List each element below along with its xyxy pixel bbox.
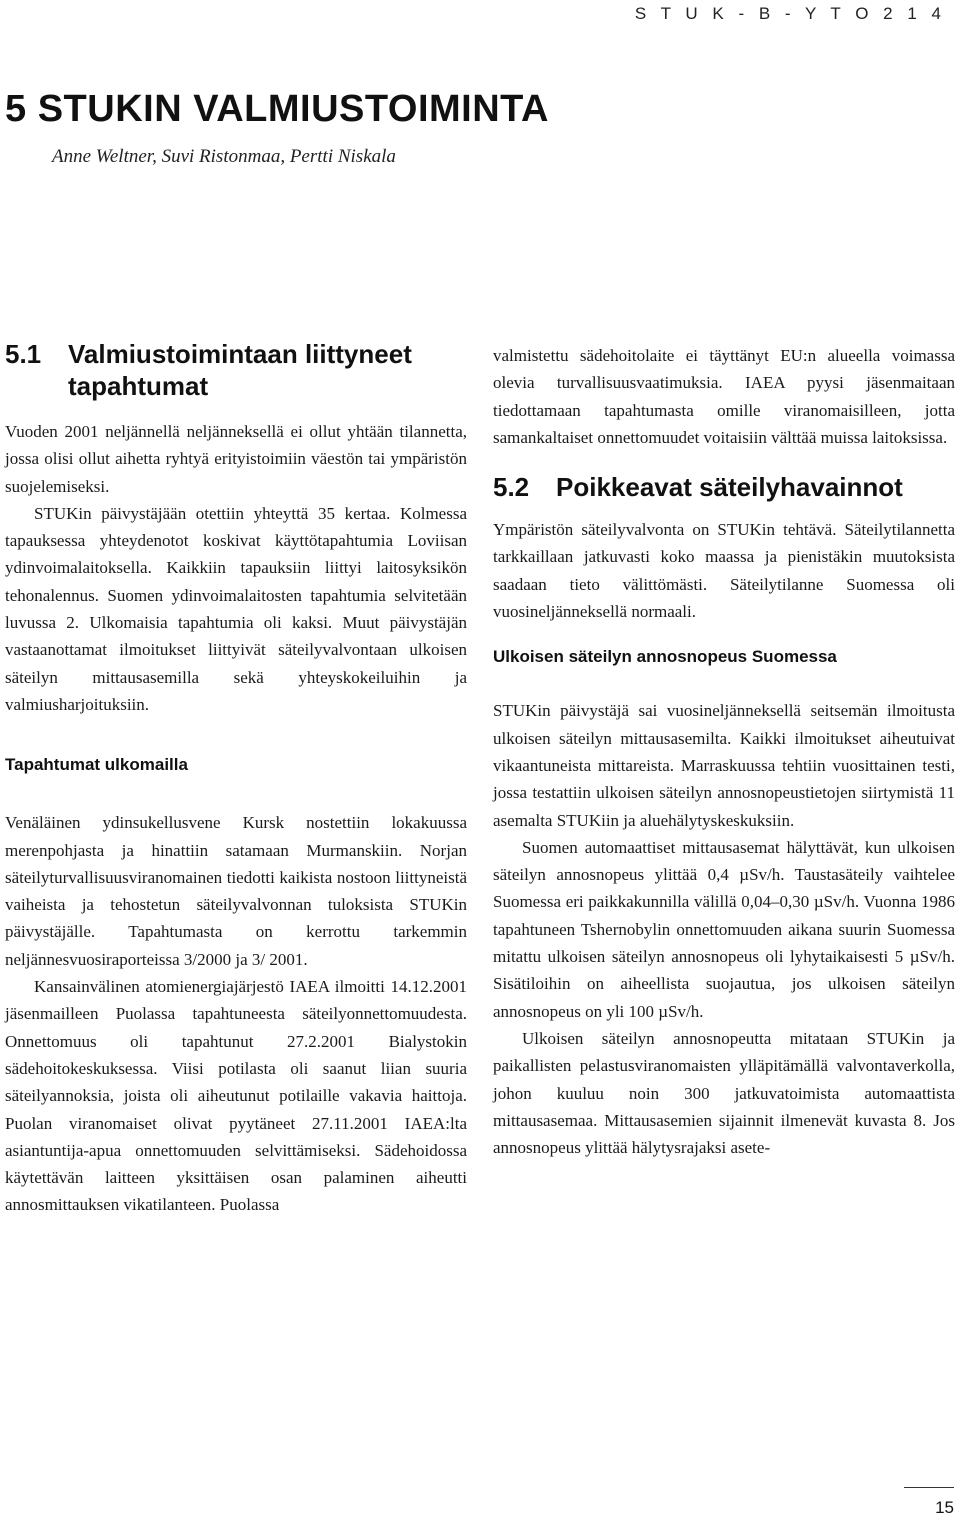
document-code: S T U K - B - Y T O 2 1 4 — [634, 4, 946, 23]
paragraph: Venäläinen ydinsukellusvene Kursk nostettiin lokakuussa merenpohjasta ja hinattiin satamaan Murmanskiin. Norjan säteilyturvallisuusviranomainen tiedotti kaikista nostoon liittyneistä vaiheista ja tehostetun säteilyvalvonnan tuloksista STUKin päivystäjälle. Tapahtumasta on kerrottu tarkemmin neljännesvuosiraporteissa 3/2000 ja 3/ 2001. — [5, 813, 467, 969]
subheading-dose-rate: Ulkoisen säteilyn annosnopeus Suomessa — [493, 647, 837, 667]
footer-divider — [904, 1487, 954, 1488]
section-number: 5.1 — [5, 339, 42, 369]
paragraph: STUKin päivystäjään otettiin yhteyttä 35 kertaa. Kolmessa tapauksessa yhteydenotot koskivat käyttötapahtumia Loviisan ydinvoimalaitoksella. Kaikkiin tapauksiin liittyi laitosyksikön tehonalennus. Suomen ydinvoimalaitosten tapahtumia selvitetään luvussa 2. Ulkomaisia tapahtumia oli kaksi. Muut päivystäjän vastaanottamat ilmoitukset liittyivät säteilyvalvontaan ulkoisen säteilyn mittausasemilla sekä yhteyskokeiluihin ja valmiusharjoituksiin. — [5, 503, 467, 714]
section-number: 5.2 — [493, 472, 530, 503]
paragraph: Ympäristön säteilyvalvonta on STUKin tehtävä. Säteilytilannetta tarkkaillaan jatkuvasti koko maassa ja pienistäkin muutoksista saadaan tieto välittömästi. Säteilytilanne Suomessa oli vuosineljänneksellä normaali. — [493, 520, 955, 622]
subheading-foreign-events: Tapahtumat ulkomailla — [5, 755, 188, 775]
paragraph: Vuoden 2001 neljännellä neljänneksellä ei ollut yhtään tilannetta, jossa olisi ollut aihetta ryhtyä erityistoimiin väestön tai ympäristön suojelemiseksi. — [5, 422, 467, 496]
left-column — [5, 338, 467, 1219]
section-5-2-heading — [493, 471, 955, 503]
page-number: 15 — [935, 1498, 954, 1517]
section-title: Valmiustoimintaan liittyneet tapahtumat — [68, 339, 412, 401]
chapter-title: 5 STUKIN VALMIUSTOIMINTA — [5, 88, 549, 130]
right-column — [493, 342, 955, 1161]
paragraph: Suomen automaattiset mittausasemat hälyttävät, kun ulkoisen säteilyn annosnopeus ylittää 0,4 µSv/h. Taustasäteily vaihtelee Suomessa eri paikkakunnilla välillä 0,04–0,30 µSv/h. Vuonna 1986 tapahtuneen Tshernobylin onnettomuuden aikana suurin Suomessa mitattu ulkoisen säteilyn annosnopeus oli lyhytaikaisesti 5 µSv/h. Sisätiloihin on aiheellista suojautua, jos ulkoisen säteilyn annosnopeus on yli 100 µSv/h. — [493, 837, 955, 1021]
paragraph: valmistettu sädehoitolaite ei täyttänyt EU:n alueella voimassa olevia turvallisuusvaatimuksia. IAEA pyysi jäsenmaitaan tiedottamaan tapahtumasta omille viranomaisilleen, jotta samankaltaiset onnettomuudet voitaisiin välttää muissa laitoksissa. — [493, 346, 955, 447]
paragraph: Ulkoisen säteilyn annosnopeutta mitataan STUKin ja paikallisten pelastusviranomaisten ylläpitämällä valvontaverkolla, johon kuuluu noin 300 jatkuvatoimista automaattista mittausasemaa. Mittausasemien sijainnit ilmenevät kuvasta 8. Jos annosnopeus ylittää hälytysrajaksi asete- — [493, 1028, 955, 1158]
section-5-1-heading — [5, 338, 467, 402]
chapter-authors: Anne Weltner, Suvi Ristonmaa, Pertti Niskala — [52, 146, 396, 167]
paragraph: Kansainvälinen atomienergiajärjestö IAEA ilmoitti 14.12.2001 jäsenmailleen Puolassa tapahtuneesta säteilyonnettomuudesta. Onnettomuus oli tapahtunut 27.2.2001 Bialystokin sädehoitokeskuksessa. Viisi potilasta oli saanut liian suuria säteilyannoksia, joista oli aiheutunut potilaille vakavia haittoja. Puolan viranomaiset olivat pyytäneet 27.11.2001 IAEA:lta asiantuntija-apua onnettomuuden selvittämiseksi. Sädehoidossa käytettävän laitteen yksittäisen osan palaminen aiheutti annosmittauksen vikatilanteen. Puolassa — [5, 977, 467, 1215]
paragraph: STUKin päivystäjä sai vuosineljänneksellä seitsemän ilmoitusta ulkoisen säteilyn mittausasemilta. Kaikki ilmoitukset aiheutuivat vikaantuneista mittareista. Marraskuussa tehtiin vuosittainen testi, jossa testattiin ulkoisen säteilyn annosnopeustietojen siirtymistä 11 asemalta STUKiin ja aluehälytyskeskuksiin. — [493, 701, 955, 830]
section-title: Poikkeavat säteilyhavainnot — [556, 472, 903, 503]
